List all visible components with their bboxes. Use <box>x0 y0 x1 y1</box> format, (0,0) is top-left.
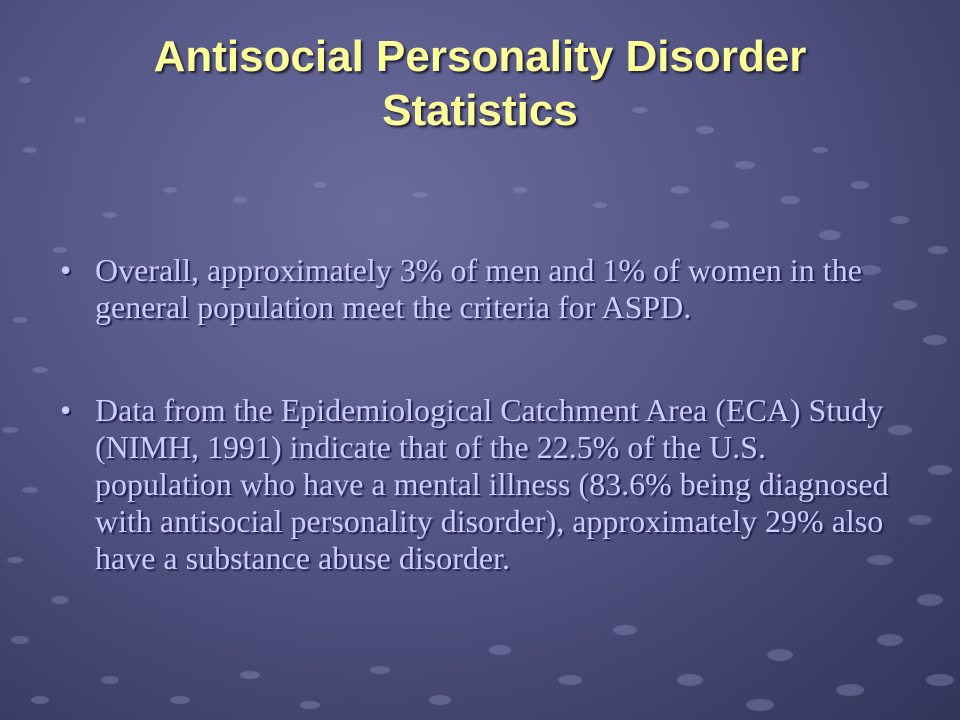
bullet-item-aspd-prevalence <box>58 252 908 326</box>
bullet-marker: • <box>60 392 72 428</box>
bullet-text: Data from the Epidemiological Catchment Area (ECA) Study (NIMH, 1991) indicate that of the 22.5% of the U.S. population who have a mental illness (83.6% being diagnosed with antisocial personality disorder), approximately 29% also have a substance abuse disorder. <box>95 392 889 576</box>
slide-title-line-1: Antisocial Personality Disorder <box>153 32 807 81</box>
bullet-marker: • <box>60 252 72 288</box>
slide-title-line-2: Statistics <box>382 86 578 135</box>
bullet-item-eca-study <box>58 392 908 577</box>
slide-title <box>40 30 920 138</box>
bullet-text: Overall, approximately 3% of men and 1% of women in the general population meet the criteria for ASPD. <box>95 252 862 325</box>
bullet-list <box>58 252 908 577</box>
